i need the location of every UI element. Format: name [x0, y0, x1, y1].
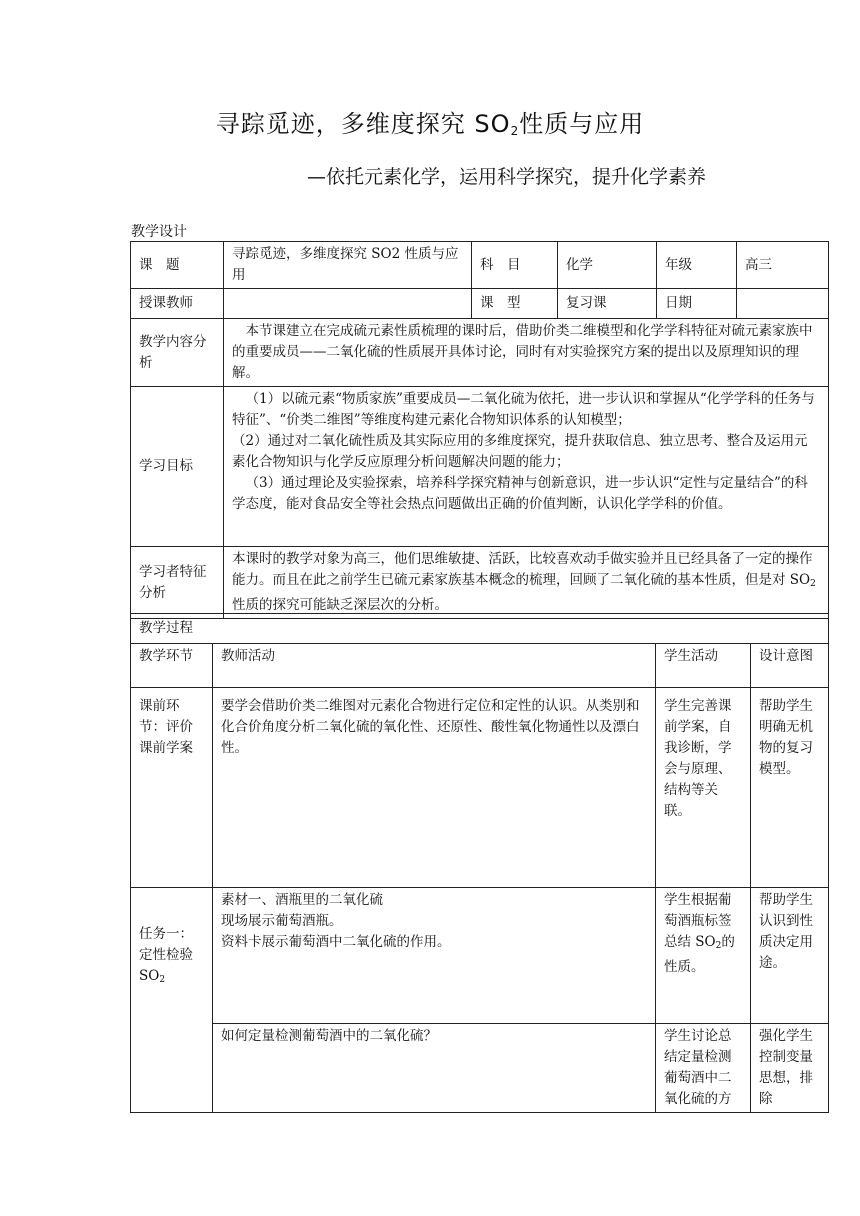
teacher-activity: 如何定量检测葡萄酒中的二氧化硫？	[213, 1024, 656, 1113]
design-intent: 帮助学生认识到性质决定用途。	[751, 888, 829, 1024]
table-row	[131, 1024, 829, 1113]
content-analysis-text: 本节课建立在完成硫元素性质梳理的课时后，借助价类二维模型和化学学科特征对硫元素家族中的重要成员——二氧化硫的性质展开具体讨论，同时有对实验探究方案的提出以及原理知识的理解。	[224, 319, 829, 387]
teacher-label: 授课教师	[131, 289, 224, 319]
table-row	[131, 644, 829, 688]
header-intent: 设计意图	[751, 644, 829, 688]
section-label-design: 教学设计	[131, 224, 187, 240]
design-intent: 强化学生控制变量思想，排除	[751, 1024, 829, 1113]
learner-label: 学习者特征分析	[131, 547, 224, 619]
header-stage: 教学环节	[131, 644, 213, 688]
objective-item: （2）通过对二氧化硫性质及其实际应用的多维度探究，提升获取信息、独立思考、整合及运用元素化合物知识与化学反应原理分析问题解决问题的能力；	[232, 433, 808, 470]
objectives-text	[224, 387, 829, 547]
date-label: 日期	[657, 289, 737, 319]
stage-cell: 任务一：定性检验$SO_2$	[131, 888, 213, 1113]
table-row	[131, 888, 829, 1024]
subject-value: 化学	[558, 242, 657, 289]
table-row	[131, 387, 829, 547]
design-intent: 帮助学生明确无机物的复习模型。	[751, 688, 829, 888]
type-value: 复习课	[558, 289, 657, 319]
page-subtitle: —依托元素化学，运用科学探究，提升化学素养	[307, 166, 707, 188]
teacher-value	[224, 289, 472, 319]
subject-label: 科 目	[472, 242, 558, 289]
grade-label: 年级	[657, 242, 737, 289]
grade-value: 高三	[737, 242, 829, 289]
table-row	[131, 688, 829, 888]
student-activity: 学生根据葡萄酒瓶标签总结 $SO_2$的性质。	[656, 888, 751, 1024]
page-title: 寻踪觅迹，多维度探究 $SO_2$性质与应用	[215, 110, 645, 138]
teacher-activity: 素材一、酒瓶里的二氧化硫 现场展示葡萄酒瓶。 资料卡展示葡萄酒中二氧化硫的作用。	[213, 888, 656, 1024]
table-row	[131, 547, 829, 619]
student-activity: 学生完善课前学案，自我诊断，学会与原理、结构等关联。	[656, 688, 751, 888]
objective-item: （1）以硫元素“物质家族”重要成员—二氧化硫为依托，进一步认识和掌握从“化学学科的任务与特征”、“价类二维图”等维度构建元素化合物知识体系的认知模型；	[232, 391, 815, 428]
objective-item: （3）通过理论及实验探索，培养科学探究精神与创新意识，进一步认识“定性与定量结合”的科学态度，能对食品安全等社会热点问题做出正确的价值判断，认识化学学科的价值。	[232, 475, 808, 512]
stage-cell: 课前环节：评价课前学案	[131, 688, 213, 888]
design-table	[130, 241, 829, 619]
topic-label: 课 题	[131, 242, 224, 289]
process-label: 教学过程	[131, 614, 829, 644]
objectives-label: 学习目标	[131, 387, 224, 547]
teacher-activity: 要学会借助价类二维图对元素化合物进行定位和定性的认识。从类别和化合价角度分析二氧化硫的氧化性、还原性、酸性氧化物通性以及漂白性。	[213, 688, 656, 888]
table-row	[131, 614, 829, 644]
table-row	[131, 289, 829, 319]
content-analysis-label: 教学内容分析	[131, 319, 224, 387]
learner-text: 本课时的教学对象为高三，他们思维敏捷、活跃，比较喜欢动手做实验并且已经具备了一定的操作能力。而且在此之前学生已硫元素家族基本概念的梳理，回顾了二氧化硫的基本性质，但是对 $SO_2$ 性质的探究可能缺乏深层次的分析。	[224, 547, 829, 619]
table-row	[131, 319, 829, 387]
date-value	[737, 289, 829, 319]
process-table	[130, 613, 829, 1113]
student-activity: 学生讨论总结定量检测葡萄酒中二氧化硫的方	[656, 1024, 751, 1113]
type-label: 课 型	[472, 289, 558, 319]
header-teacher: 教师活动	[213, 644, 656, 688]
header-student: 学生活动	[656, 644, 751, 688]
topic-value: 寻踪觅迹，多维度探究 SO2 性质与应用	[224, 242, 472, 289]
table-row	[131, 242, 829, 289]
